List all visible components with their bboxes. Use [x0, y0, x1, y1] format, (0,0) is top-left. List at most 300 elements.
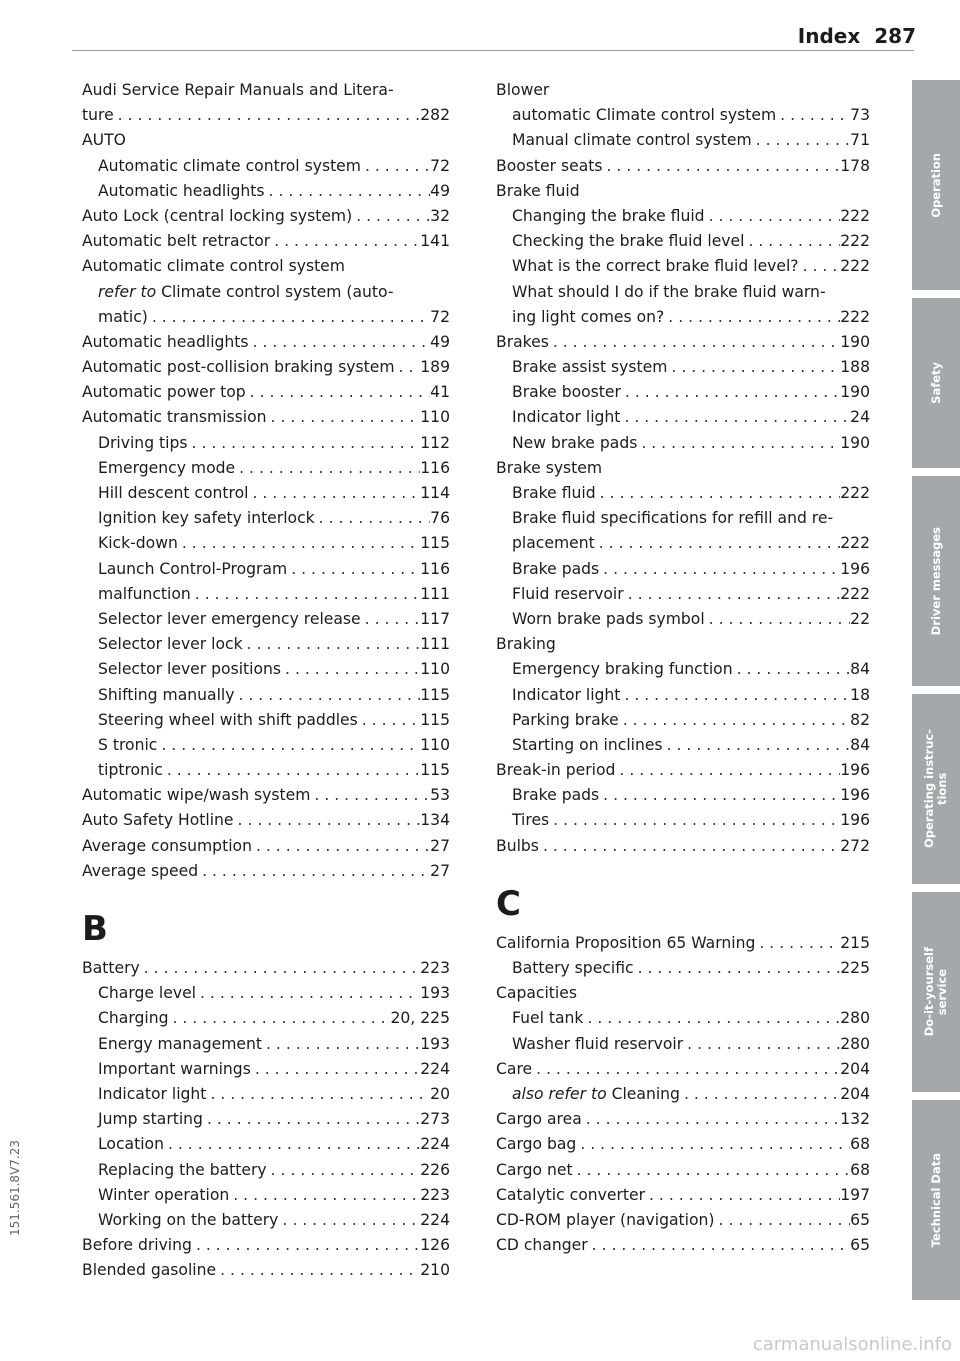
- entry-term: AUTO: [82, 131, 126, 150]
- index-subentry: [496, 280, 870, 305]
- index-subentry: [496, 506, 870, 531]
- entry-term: Automatic headlights: [82, 332, 249, 351]
- entry-page: 222: [840, 484, 870, 502]
- index-subentry: [82, 431, 450, 456]
- dot-leader: [281, 657, 420, 682]
- dot-leader: [246, 380, 431, 405]
- entry-page: 49: [430, 332, 450, 351]
- entry-term: Worn brake pads symbol: [512, 609, 705, 628]
- entry-term: Replacing the battery: [98, 1160, 267, 1179]
- entry-page: 222: [840, 584, 870, 603]
- entry-page: 65: [850, 1236, 870, 1255]
- entry-page: 222: [840, 307, 870, 326]
- index-subentry: [496, 1082, 870, 1107]
- chapter-tab-label: Operation: [928, 152, 943, 218]
- dot-leader: [573, 1158, 851, 1183]
- entry-page: 222: [840, 206, 870, 225]
- entry-page: 68: [850, 1160, 870, 1179]
- entry-page: 273: [420, 1110, 450, 1129]
- entry-term: Charge level: [98, 984, 196, 1003]
- index-entry: [496, 1132, 870, 1157]
- index-subentry: [496, 531, 870, 556]
- index-subentry: [82, 708, 450, 733]
- dot-leader: [583, 1006, 840, 1031]
- document-code: 151.561.8V7.23: [8, 1140, 22, 1236]
- entry-term: CD changer: [496, 1236, 588, 1255]
- dot-leader: [262, 1032, 420, 1057]
- entry-page: 111: [420, 584, 450, 603]
- dot-leader: [624, 582, 841, 607]
- index-subentry: [82, 481, 450, 506]
- dot-leader: [206, 1082, 430, 1107]
- dot-leader: [164, 1132, 420, 1157]
- entry-term: Shifting manually: [98, 685, 235, 704]
- index-entry: [496, 1158, 870, 1183]
- entry-page: 226: [420, 1160, 450, 1179]
- entry-term: Audi Service Repair Manuals and Litera-: [82, 81, 394, 99]
- entry-page: 223: [420, 1185, 450, 1204]
- entry-page: 190: [840, 332, 870, 351]
- entry-page: 115: [420, 534, 450, 553]
- index-subentry: [82, 154, 450, 179]
- dot-leader: [361, 607, 421, 632]
- dot-leader: [191, 582, 420, 607]
- index-subentry: [496, 956, 870, 981]
- entry-term: Average speed: [82, 861, 199, 880]
- dot-leader: [287, 557, 420, 582]
- entry-term: Tires: [512, 811, 550, 830]
- entry-page: 27: [430, 836, 450, 855]
- index-subentry: [496, 103, 870, 128]
- dot-leader: [645, 1183, 840, 1208]
- dot-leader: [603, 154, 841, 179]
- dot-leader: [315, 506, 430, 531]
- dot-leader: [114, 103, 421, 128]
- index-entry: [496, 981, 870, 1006]
- dot-leader: [267, 1158, 421, 1183]
- entry-page: 190: [840, 383, 870, 402]
- dot-leader: [198, 859, 430, 884]
- entry-term: Working on the battery: [98, 1210, 279, 1229]
- dot-leader: [358, 708, 420, 733]
- index-subentry: [496, 657, 870, 682]
- index-subentry: [82, 179, 450, 204]
- page-number: 287: [874, 24, 916, 48]
- entry-page: 196: [840, 559, 870, 578]
- dot-leader: [216, 1258, 420, 1283]
- index-entry: [82, 229, 450, 254]
- entry-term: Break-in period: [496, 761, 616, 780]
- entry-page: 72: [430, 156, 450, 175]
- entry-term: Fluid reservoir: [512, 584, 624, 603]
- dot-leader: [234, 683, 420, 708]
- index-subentry: [496, 204, 870, 229]
- dot-leader: [249, 330, 431, 355]
- entry-page: 111: [420, 635, 450, 654]
- entry-term: Blended gasoline: [82, 1261, 217, 1280]
- entry-term: Brake fluid specifications for refill and re-: [512, 509, 834, 528]
- entry-page: 196: [840, 786, 870, 805]
- entry-page: 225: [840, 959, 870, 977]
- entry-term: Brakes: [496, 332, 549, 351]
- entry-term: also refer to Cleaning: [512, 1084, 680, 1103]
- entry-page: 116: [420, 458, 450, 477]
- entry-page: 73: [850, 106, 870, 125]
- index-subentry: [496, 607, 870, 632]
- entry-term: Average consumption: [82, 836, 252, 855]
- index-subentry: [496, 733, 870, 758]
- index-entry: [82, 834, 450, 859]
- index-column-left: [82, 78, 450, 1283]
- dot-leader: [705, 204, 841, 229]
- entry-term: Care: [496, 1059, 533, 1078]
- index-entry: [496, 1208, 870, 1233]
- dot-leader: [667, 355, 840, 380]
- entry-term: automatic Climate control system: [512, 106, 777, 125]
- index-entry: [82, 808, 450, 833]
- entry-term: Cargo area: [496, 1110, 582, 1129]
- header-rule: [72, 50, 914, 51]
- entry-term: Emergency braking function: [512, 660, 733, 679]
- entry-page: 196: [840, 811, 870, 830]
- dot-leader: [615, 758, 840, 783]
- dot-leader: [595, 531, 840, 556]
- entry-page: 18: [850, 685, 870, 704]
- index-subentry: [82, 456, 450, 481]
- index-entry: [496, 330, 870, 355]
- entry-term: Automatic headlights: [98, 181, 265, 200]
- entry-term: Automatic post-collision braking system: [82, 358, 395, 377]
- entry-page: 222: [840, 534, 870, 553]
- entry-term: CD-ROM player (navigation): [496, 1210, 715, 1229]
- entry-page: 224: [420, 1059, 450, 1078]
- index-entry: [496, 154, 870, 179]
- entry-term: Auto Safety Hotline: [82, 811, 234, 830]
- entry-term: Hill descent control: [98, 484, 249, 502]
- index-subentry: [82, 305, 450, 330]
- index-subentry: [496, 254, 870, 279]
- index-entry: [496, 1107, 870, 1132]
- index-entry: [82, 783, 450, 808]
- chapter-tab-6[interactable]: [912, 1100, 960, 1300]
- entry-term: malfunction: [98, 584, 191, 603]
- entry-page: 197: [840, 1185, 870, 1204]
- index-subentry: [82, 632, 450, 657]
- chapter-tab-label: Safety: [928, 362, 943, 404]
- entry-page: 280: [840, 1009, 870, 1028]
- index-entry: [82, 380, 450, 405]
- entry-term: Brake pads: [512, 559, 600, 578]
- index-subentry: [496, 380, 870, 405]
- entry-page: 22: [850, 609, 870, 628]
- dot-leader: [683, 1032, 840, 1057]
- index-subentry: [82, 557, 450, 582]
- entry-page: 72: [430, 307, 450, 326]
- index-subentry: [82, 733, 450, 758]
- entry-page: 32: [430, 206, 450, 225]
- index-subentry: [82, 1208, 450, 1233]
- entry-term: California Proposition 65 Warning: [496, 933, 756, 952]
- entry-term: Auto Lock (central locking system): [82, 206, 353, 225]
- entry-page: 190: [840, 433, 870, 452]
- index-subentry: [496, 431, 870, 456]
- entry-term: Brake pads: [512, 786, 600, 805]
- dot-leader: [229, 1183, 420, 1208]
- entry-page: 222: [840, 257, 870, 276]
- index-subentry: [82, 280, 450, 305]
- entry-page: 223: [420, 959, 450, 977]
- dot-leader: [361, 154, 430, 179]
- index-column-right: [496, 78, 870, 1258]
- entry-page: 126: [420, 1236, 450, 1255]
- index-subentry: [82, 1132, 450, 1157]
- entry-term: Selector lever positions: [98, 660, 282, 679]
- index-entry: [82, 103, 450, 128]
- index-subentry: [82, 683, 450, 708]
- index-entry: [82, 859, 450, 884]
- chapter-tab-4[interactable]: [912, 694, 960, 884]
- index-subentry: [82, 506, 450, 531]
- entry-term: Indicator light: [512, 408, 621, 427]
- entry-page: 20: [430, 1084, 450, 1103]
- dot-leader: [148, 305, 430, 330]
- entry-term: Washer fluid reservoir: [512, 1034, 684, 1053]
- chapter-tab-3[interactable]: [912, 476, 960, 686]
- chapter-tab-1[interactable]: [912, 80, 960, 290]
- dot-leader: [549, 808, 840, 833]
- dot-leader: [140, 956, 421, 981]
- dot-leader: [310, 783, 430, 808]
- index-entry: [82, 1258, 450, 1283]
- index-subentry: [82, 531, 450, 556]
- entry-term: Selector lever lock: [98, 635, 243, 654]
- index-subentry: [82, 657, 450, 682]
- dot-leader: [192, 1233, 420, 1258]
- dot-leader: [235, 456, 420, 481]
- dot-leader: [267, 405, 421, 430]
- entry-page: 178: [840, 156, 870, 175]
- dot-leader: [539, 834, 840, 859]
- entry-term: Capacities: [496, 984, 577, 1003]
- entry-term: matic): [98, 307, 148, 326]
- index-entry: [496, 1233, 870, 1258]
- entry-term: Braking: [496, 635, 556, 654]
- entry-term: Automatic belt retractor: [82, 232, 271, 251]
- index-entry: [82, 254, 450, 279]
- entry-page: 68: [850, 1135, 870, 1154]
- dot-leader: [715, 1208, 851, 1233]
- dot-leader: [620, 405, 850, 430]
- index-subentry: [496, 229, 870, 254]
- entry-term: Jump starting: [98, 1110, 203, 1129]
- chapter-tab-label: Driver messages: [928, 526, 943, 636]
- dot-leader: [599, 557, 840, 582]
- index-subentry: [496, 128, 870, 153]
- index-subentry: [82, 1032, 450, 1057]
- entry-page: 110: [420, 408, 450, 427]
- dot-leader: [178, 531, 420, 556]
- index-entry: [82, 355, 450, 380]
- entry-term: Kick-down: [98, 534, 178, 553]
- index-subentry: [496, 1032, 870, 1057]
- index-subentry: [496, 683, 870, 708]
- index-letter-heading: C: [496, 883, 521, 924]
- dot-leader: [203, 1107, 420, 1132]
- entry-page: 134: [420, 811, 450, 830]
- index-entry: [82, 330, 450, 355]
- entry-term: Booster seats: [496, 156, 603, 175]
- index-entry: [82, 78, 450, 103]
- entry-page: 280: [840, 1034, 870, 1053]
- dot-leader: [599, 783, 840, 808]
- entry-page: 193: [420, 1034, 450, 1053]
- entry-term: What is the correct brake fluid level?: [512, 257, 799, 276]
- entry-term: Automatic power top: [82, 383, 246, 402]
- index-subentry: [496, 481, 870, 506]
- chapter-tab-label: Technical Data: [928, 1152, 943, 1248]
- dot-leader: [248, 481, 420, 506]
- entry-page: 115: [420, 685, 450, 704]
- entry-term: refer to Climate control system (auto-: [98, 282, 394, 301]
- chapter-tab-5[interactable]: [912, 892, 960, 1092]
- chapter-tab-label: Operating instruc- tions: [922, 729, 949, 849]
- entry-page: 49: [430, 181, 450, 200]
- entry-term: Before driving: [82, 1236, 192, 1255]
- index-entry: [496, 1183, 870, 1208]
- dot-leader: [265, 179, 431, 204]
- entry-term: Ignition key safety interlock: [98, 509, 315, 528]
- entry-term: Catalytic converter: [496, 1185, 646, 1204]
- dot-leader: [278, 1208, 420, 1233]
- index-entry: [82, 1233, 450, 1258]
- entry-term: ture: [82, 106, 114, 125]
- entry-page: 224: [420, 1135, 450, 1154]
- entry-term: Manual climate control system: [512, 131, 752, 150]
- entry-page: 84: [850, 735, 870, 754]
- entry-term: Driving tips: [98, 433, 188, 452]
- index-subentry: [496, 557, 870, 582]
- entry-page: 114: [420, 484, 450, 502]
- entry-term: Cargo bag: [496, 1135, 577, 1154]
- entry-term: Cargo net: [496, 1160, 573, 1179]
- index-subentry: [496, 355, 870, 380]
- entry-term: tiptronic: [98, 761, 163, 780]
- dot-leader: [395, 355, 421, 380]
- page-header: [798, 24, 916, 48]
- index-entry: [496, 834, 870, 859]
- entry-term: Checking the brake fluid level: [512, 232, 745, 251]
- entry-term: placement: [512, 534, 595, 553]
- entry-page: 204: [840, 1059, 870, 1078]
- index-subentry: [82, 1082, 450, 1107]
- dot-leader: [776, 103, 850, 128]
- dot-leader: [620, 683, 850, 708]
- dot-leader: [634, 956, 841, 981]
- entry-term: Winter operation: [98, 1185, 230, 1204]
- entry-page: 76: [430, 509, 450, 528]
- dot-leader: [168, 1006, 390, 1031]
- entry-term: What should I do if the brake fluid warn-: [512, 282, 826, 301]
- chapter-tab-label: Do-it-yourself service: [922, 947, 949, 1037]
- entry-page: 188: [840, 358, 870, 377]
- entry-page: 84: [850, 660, 870, 679]
- entry-page: 196: [840, 761, 870, 780]
- entry-page: 132: [840, 1110, 870, 1129]
- cross-reference-prefix: refer to: [98, 282, 162, 301]
- chapter-tabs: [912, 80, 960, 1308]
- entry-term: Brake fluid: [512, 484, 596, 502]
- entry-page: 215: [840, 933, 870, 952]
- entry-term: Battery specific: [512, 959, 634, 977]
- index-entry: [496, 78, 870, 103]
- entry-page: 53: [430, 786, 450, 805]
- dot-leader: [352, 204, 430, 229]
- dot-leader: [251, 1057, 420, 1082]
- dot-leader: [196, 981, 420, 1006]
- entry-page: 71: [850, 131, 870, 150]
- dot-leader: [637, 431, 840, 456]
- entry-term: Bulbs: [496, 836, 539, 855]
- index-entry: [82, 405, 450, 430]
- entry-page: 193: [420, 984, 450, 1003]
- dot-leader: [755, 931, 840, 956]
- entry-term: S tronic: [98, 735, 158, 754]
- entry-term: Brake assist system: [512, 358, 668, 377]
- entry-page: 224: [420, 1210, 450, 1229]
- entry-term: Fuel tank: [512, 1009, 584, 1028]
- index-entry: [496, 456, 870, 481]
- dot-leader: [680, 1082, 840, 1107]
- index-subentry: [496, 808, 870, 833]
- index-subentry: [496, 405, 870, 430]
- entry-term: Brake system: [496, 458, 603, 477]
- entry-page: 110: [420, 660, 450, 679]
- entry-term: Battery: [82, 959, 140, 977]
- index-entry: [82, 128, 450, 153]
- dot-leader: [582, 1107, 840, 1132]
- dot-leader: [157, 733, 420, 758]
- entry-term: Parking brake: [512, 710, 619, 729]
- entry-term: Automatic climate control system: [82, 257, 345, 276]
- dot-leader: [799, 254, 841, 279]
- entry-page: 272: [840, 836, 870, 855]
- entry-term: Important warnings: [98, 1059, 251, 1078]
- chapter-tab-2[interactable]: [912, 298, 960, 468]
- entry-page: 189: [420, 358, 450, 377]
- index-subentry: [82, 1158, 450, 1183]
- entry-page: 110: [420, 735, 450, 754]
- index-subentry: [496, 708, 870, 733]
- entry-term: ing light comes on?: [512, 307, 665, 326]
- entry-term: Indicator light: [512, 685, 621, 704]
- entry-term: Automatic climate control system: [98, 156, 361, 175]
- entry-page: 41: [430, 383, 450, 402]
- dot-leader: [163, 758, 420, 783]
- entry-term: Changing the brake fluid: [512, 206, 705, 225]
- dot-leader: [621, 380, 840, 405]
- entry-page: 116: [420, 559, 450, 578]
- index-subentry: [82, 1183, 450, 1208]
- entry-term: Blower: [496, 81, 550, 99]
- index-entry: [496, 1057, 870, 1082]
- entry-page: 204: [840, 1084, 870, 1103]
- dot-leader: [596, 481, 841, 506]
- entry-term: Launch Control-Program: [98, 559, 288, 578]
- index-entry: [82, 956, 450, 981]
- entry-term: Indicator light: [98, 1084, 207, 1103]
- index-subentry: [496, 1006, 870, 1031]
- entry-page: 115: [420, 761, 450, 780]
